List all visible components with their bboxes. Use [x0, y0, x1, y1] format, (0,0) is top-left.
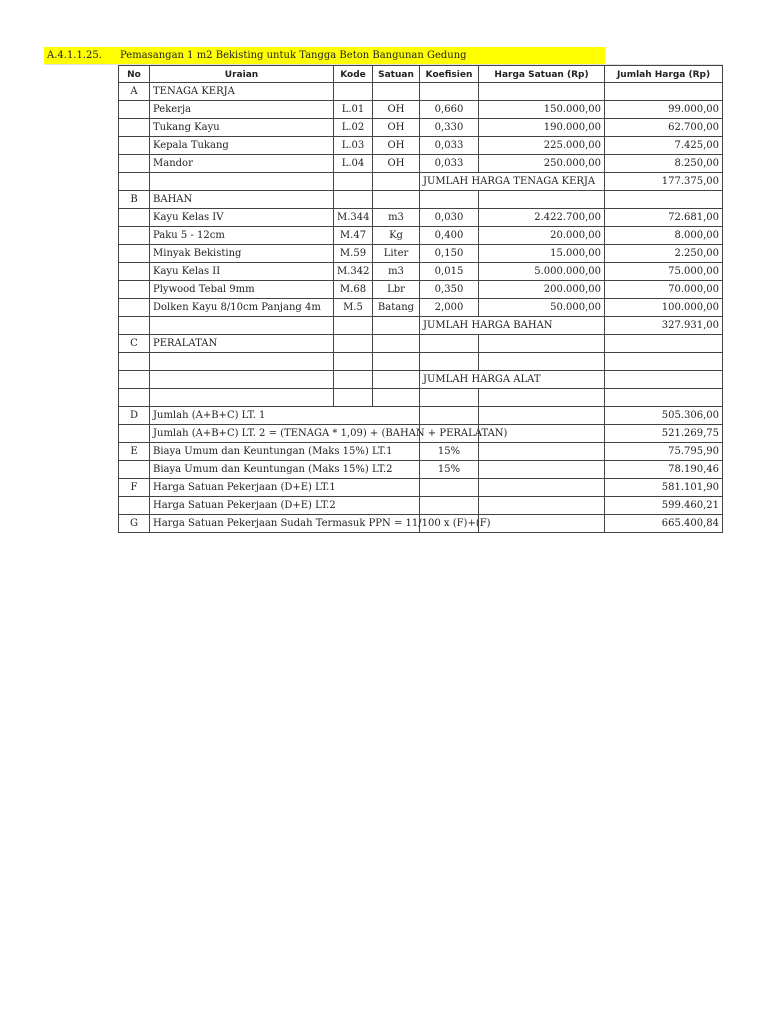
cell-kode[interactable]: M.5 — [334, 299, 373, 317]
cell-no[interactable] — [118, 389, 150, 407]
cell-satuan[interactable]: m3 — [373, 263, 420, 281]
cell-satuan[interactable] — [373, 173, 420, 191]
cell-satuan[interactable]: OH — [373, 119, 420, 137]
cell-no[interactable] — [118, 281, 150, 299]
cell-percent[interactable] — [420, 515, 479, 533]
cell-harga-satuan[interactable]: 250.000,00 — [479, 155, 605, 173]
cell-no[interactable]: E — [118, 443, 150, 461]
cell-koefisien[interactable]: 0,015 — [420, 263, 479, 281]
cell-summary-label[interactable]: Harga Satuan Pekerjaan Sudah Termasuk PPN = 11/100 x (F)+(F) — [150, 515, 420, 533]
cell-kode[interactable] — [334, 353, 373, 371]
empty-cell[interactable] — [479, 497, 605, 515]
cell-jumlah-harga[interactable]: 100.000,00 — [605, 299, 723, 317]
cell-no[interactable] — [118, 101, 150, 119]
cell-subtotal-label[interactable]: JUMLAH HARGA BAHAN — [420, 317, 605, 335]
cell-jumlah-harga[interactable]: 521.269,75 — [605, 425, 723, 443]
cell-jumlah-harga[interactable]: 177.375,00 — [605, 173, 723, 191]
cell-no[interactable] — [118, 119, 150, 137]
cell-jumlah-harga[interactable] — [605, 83, 723, 101]
cell-kode[interactable] — [334, 371, 373, 389]
cell-kode[interactable]: L.03 — [334, 137, 373, 155]
cell-no[interactable] — [118, 209, 150, 227]
cell-jumlah-harga[interactable]: 7.425,00 — [605, 137, 723, 155]
cell-percent[interactable] — [420, 497, 479, 515]
empty-cell[interactable] — [479, 461, 605, 479]
cell-uraian[interactable]: Pekerja — [150, 101, 334, 119]
cell-jumlah-harga[interactable]: 75.795,90 — [605, 443, 723, 461]
cell-no[interactable] — [118, 425, 150, 443]
cell-percent[interactable] — [420, 407, 479, 425]
cell-harga-satuan[interactable]: 5.000.000,00 — [479, 263, 605, 281]
cell-jumlah-harga[interactable] — [605, 353, 723, 371]
cell-no[interactable] — [118, 371, 150, 389]
cell-uraian[interactable]: Kayu Kelas II — [150, 263, 334, 281]
cell-kode[interactable]: L.01 — [334, 101, 373, 119]
item-code-cell[interactable] — [44, 47, 117, 65]
cell-koefisien[interactable]: 0,660 — [420, 101, 479, 119]
cell-satuan[interactable] — [373, 371, 420, 389]
cell-no[interactable]: A — [118, 83, 150, 101]
cell-satuan[interactable] — [373, 389, 420, 407]
cell-uraian[interactable]: PERALATAN — [150, 335, 334, 353]
cell-koefisien[interactable]: 0,400 — [420, 227, 479, 245]
cell-uraian[interactable]: Tukang Kayu — [150, 119, 334, 137]
cell-jumlah-harga[interactable]: 2.250,00 — [605, 245, 723, 263]
header-koefisien[interactable]: Koefisien — [420, 65, 479, 83]
header-no[interactable]: No — [118, 65, 150, 83]
cell-uraian[interactable]: Kayu Kelas IV — [150, 209, 334, 227]
cell-koefisien[interactable] — [420, 191, 479, 209]
cell-harga-satuan[interactable]: 50.000,00 — [479, 299, 605, 317]
cell-subtotal-label[interactable]: JUMLAH HARGA ALAT — [420, 371, 605, 389]
cell-no[interactable] — [118, 497, 150, 515]
cell-koefisien[interactable]: 0,033 — [420, 137, 479, 155]
header-jumlah-harga[interactable]: Jumlah Harga (Rp) — [605, 65, 723, 83]
cell-uraian[interactable]: BAHAN — [150, 191, 334, 209]
cell-satuan[interactable]: Liter — [373, 245, 420, 263]
cell-kode[interactable]: M.68 — [334, 281, 373, 299]
cell-uraian[interactable]: Kepala Tukang — [150, 137, 334, 155]
cell-no[interactable] — [118, 299, 150, 317]
cell-koefisien[interactable]: 0,350 — [420, 281, 479, 299]
cell-summary-label[interactable]: Jumlah (A+B+C) LT. 2 = (TENAGA * 1,09) + (BAHAN + PERALATAN) — [150, 425, 420, 443]
cell-no[interactable]: D — [118, 407, 150, 425]
cell-jumlah-harga[interactable]: 62.700,00 — [605, 119, 723, 137]
cell-koefisien[interactable] — [420, 83, 479, 101]
cell-summary-label[interactable]: Biaya Umum dan Keuntungan (Maks 15%) LT.1 — [150, 443, 420, 461]
cell-kode[interactable] — [334, 335, 373, 353]
cell-satuan[interactable]: Kg — [373, 227, 420, 245]
cell-koefisien[interactable]: 0,030 — [420, 209, 479, 227]
cell-harga-satuan[interactable] — [479, 83, 605, 101]
cell-jumlah-harga[interactable]: 505.306,00 — [605, 407, 723, 425]
cell-uraian[interactable]: Dolken Kayu 8/10cm Panjang 4m — [150, 299, 334, 317]
cell-kode[interactable]: L.04 — [334, 155, 373, 173]
cell-uraian[interactable] — [150, 371, 334, 389]
cell-kode[interactable] — [334, 83, 373, 101]
cell-no[interactable] — [118, 227, 150, 245]
cell-satuan[interactable] — [373, 317, 420, 335]
cell-percent[interactable] — [420, 425, 479, 443]
cell-harga-satuan[interactable] — [479, 389, 605, 407]
cell-uraian[interactable]: Mandor — [150, 155, 334, 173]
cell-kode[interactable] — [334, 317, 373, 335]
cell-no[interactable] — [118, 353, 150, 371]
cell-uraian[interactable]: TENAGA KERJA — [150, 83, 334, 101]
cell-harga-satuan[interactable]: 190.000,00 — [479, 119, 605, 137]
cell-jumlah-harga[interactable]: 78.190,46 — [605, 461, 723, 479]
cell-satuan[interactable]: Lbr — [373, 281, 420, 299]
cell-no[interactable]: B — [118, 191, 150, 209]
empty-cell[interactable] — [479, 407, 605, 425]
cell-kode[interactable] — [334, 191, 373, 209]
cell-summary-label[interactable]: Biaya Umum dan Keuntungan (Maks 15%) LT.2 — [150, 461, 420, 479]
cell-koefisien[interactable]: 0,150 — [420, 245, 479, 263]
cell-kode[interactable]: M.47 — [334, 227, 373, 245]
cell-harga-satuan[interactable]: 200.000,00 — [479, 281, 605, 299]
cell-kode[interactable]: L.02 — [334, 119, 373, 137]
cell-harga-satuan[interactable]: 20.000,00 — [479, 227, 605, 245]
cell-harga-satuan[interactable]: 225.000,00 — [479, 137, 605, 155]
cell-uraian[interactable]: Minyak Bekisting — [150, 245, 334, 263]
cell-kode[interactable] — [334, 173, 373, 191]
cell-uraian[interactable]: Paku 5 - 12cm — [150, 227, 334, 245]
cell-satuan[interactable]: Batang — [373, 299, 420, 317]
cell-jumlah-harga[interactable] — [605, 335, 723, 353]
empty-cell[interactable] — [479, 443, 605, 461]
cell-koefisien[interactable] — [420, 389, 479, 407]
cell-no[interactable] — [118, 173, 150, 191]
cell-jumlah-harga[interactable]: 327.931,00 — [605, 317, 723, 335]
cell-jumlah-harga[interactable]: 8.000,00 — [605, 227, 723, 245]
cell-harga-satuan[interactable]: 15.000,00 — [479, 245, 605, 263]
cell-koefisien[interactable]: 0,033 — [420, 155, 479, 173]
cell-satuan[interactable] — [373, 83, 420, 101]
cell-percent[interactable]: 15% — [420, 443, 479, 461]
cell-jumlah-harga[interactable]: 665.400,84 — [605, 515, 723, 533]
cell-no[interactable] — [118, 317, 150, 335]
cell-no[interactable] — [118, 137, 150, 155]
cell-harga-satuan[interactable]: 150.000,00 — [479, 101, 605, 119]
cell-koefisien[interactable]: 0,330 — [420, 119, 479, 137]
header-satuan[interactable]: Satuan — [373, 65, 420, 83]
cell-satuan[interactable] — [373, 191, 420, 209]
cell-jumlah-harga[interactable]: 8.250,00 — [605, 155, 723, 173]
cell-no[interactable] — [118, 461, 150, 479]
cell-kode[interactable]: M.59 — [334, 245, 373, 263]
cell-percent[interactable] — [420, 479, 479, 497]
cell-kode[interactable] — [334, 389, 373, 407]
cell-harga-satuan[interactable] — [479, 353, 605, 371]
cell-jumlah-harga[interactable]: 72.681,00 — [605, 209, 723, 227]
cell-satuan[interactable]: OH — [373, 155, 420, 173]
cell-kode[interactable]: M.344 — [334, 209, 373, 227]
cell-harga-satuan[interactable] — [479, 335, 605, 353]
cell-no[interactable] — [118, 245, 150, 263]
cell-jumlah-harga[interactable]: 581.101,90 — [605, 479, 723, 497]
cell-satuan[interactable]: OH — [373, 101, 420, 119]
cell-jumlah-harga[interactable] — [605, 191, 723, 209]
cell-koefisien[interactable] — [420, 353, 479, 371]
header-kode[interactable]: Kode — [334, 65, 373, 83]
cell-uraian[interactable]: Plywood Tebal 9mm — [150, 281, 334, 299]
item-title-cell[interactable] — [117, 47, 605, 65]
cell-percent[interactable]: 15% — [420, 461, 479, 479]
cell-harga-satuan[interactable]: 2.422.700,00 — [479, 209, 605, 227]
cell-uraian[interactable] — [150, 173, 334, 191]
cell-koefisien[interactable]: 2,000 — [420, 299, 479, 317]
cell-koefisien[interactable] — [420, 335, 479, 353]
item-title: Pemasangan 1 m2 Bekisting untuk Tangga Beton Bangunan Gedung — [120, 50, 467, 61]
cell-uraian[interactable] — [150, 353, 334, 371]
cell-subtotal-label[interactable]: JUMLAH HARGA TENAGA KERJA — [420, 173, 605, 191]
cell-satuan[interactable] — [373, 353, 420, 371]
cell-harga-satuan[interactable] — [479, 191, 605, 209]
cell-satuan[interactable] — [373, 335, 420, 353]
cell-jumlah-harga[interactable]: 70.000,00 — [605, 281, 723, 299]
cell-kode[interactable]: M.342 — [334, 263, 373, 281]
cell-jumlah-harga[interactable] — [605, 371, 723, 389]
cell-jumlah-harga[interactable]: 75.000,00 — [605, 263, 723, 281]
cell-uraian[interactable] — [150, 389, 334, 407]
cell-summary-label[interactable]: Jumlah (A+B+C) LT. 1 — [150, 407, 420, 425]
cell-summary-label[interactable]: Harga Satuan Pekerjaan (D+E) LT.2 — [150, 497, 420, 515]
cell-no[interactable]: F — [118, 479, 150, 497]
cell-satuan[interactable]: m3 — [373, 209, 420, 227]
cell-no[interactable]: G — [118, 515, 150, 533]
item-code: A.4.1.1.25. — [47, 50, 102, 61]
empty-cell[interactable] — [479, 479, 605, 497]
empty-cell[interactable] — [479, 425, 605, 443]
cell-jumlah-harga[interactable]: 99.000,00 — [605, 101, 723, 119]
cell-satuan[interactable]: OH — [373, 137, 420, 155]
header-harga-satuan[interactable]: Harga Satuan (Rp) — [479, 65, 605, 83]
cell-uraian[interactable] — [150, 317, 334, 335]
cell-no[interactable] — [118, 263, 150, 281]
cell-no[interactable]: C — [118, 335, 150, 353]
cell-jumlah-harga[interactable]: 599.460,21 — [605, 497, 723, 515]
cell-no[interactable] — [118, 155, 150, 173]
cell-summary-label[interactable]: Harga Satuan Pekerjaan (D+E) LT.1 — [150, 479, 420, 497]
empty-cell[interactable] — [479, 515, 605, 533]
header-uraian[interactable]: Uraian — [150, 65, 334, 83]
cell-jumlah-harga[interactable] — [605, 389, 723, 407]
empty-cell[interactable] — [605, 47, 723, 65]
